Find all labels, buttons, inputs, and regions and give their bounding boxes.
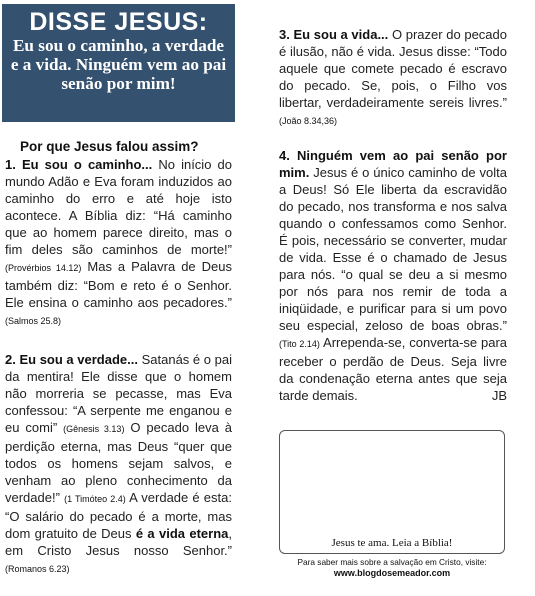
- section-3-text: O prazer do pecado é ilusão, não é vida. Jesus disse: “Todo aquele que comete pecado é escravo do pecado. Se, pois, o Filho vos libertar, verdadeiramente sereis livres.”: [279, 27, 507, 110]
- banner-title: DISSE JESUS:: [29, 8, 208, 36]
- section-1-text-b: Mas a Palavra de Deus também diz: “Bom e reto é o Senhor. Ele ensina o caminho aos pecadores.”: [5, 259, 232, 310]
- section-2-text-c: A verdade é esta: “O salário do pecado é a morte, mas dom gratuito de Deus: [5, 490, 232, 541]
- section-question: Por que Jesus falou assim?: [20, 139, 199, 154]
- card-message: Jesus te ama. Leia a Bíblia!: [331, 537, 453, 549]
- footer-url-link[interactable]: www.blogdosemeador.com: [333, 568, 451, 578]
- section-1-heading: 1. Eu sou o caminho...: [5, 157, 153, 172]
- banner-subtitle-line2: e a vida. Ninguém vem ao pai senão por mim!: [10, 55, 227, 93]
- section-2-reference-a: (Gênesis 3.13): [63, 424, 125, 434]
- section-2-heading: 2. Eu sou a verdade...: [5, 352, 138, 367]
- section-2-text-a: Satanás é o pai da mentira! Ele disse que o homem não morreria se pecasse, mas Eva confessou: “A serpente me enganou e eu comi”: [5, 352, 232, 435]
- section-3-reference: (João 8.34,36): [279, 116, 338, 126]
- section-4-reference: (Tito 2.14): [279, 339, 320, 349]
- section-2-reference-b: (1 Timóteo 2.4): [64, 494, 126, 504]
- section-1-text-a: No início do mundo Adão e Eva foram induzidos ao caminho do erro e até hoje isto acontece. A Bíblia diz: “Há caminho que ao homem parece direito, mas o fim deles são caminhos de morte!”: [5, 157, 232, 257]
- section-2-paragraph: [5, 351, 232, 578]
- title-banner: [2, 4, 235, 122]
- section-1-reference-b: (Salmos 25.8): [5, 316, 62, 326]
- section-2-text-d: , em Cristo Jesus nosso Senhor.”: [5, 526, 232, 558]
- footer: [279, 557, 505, 579]
- banner-subtitle-line1: Eu sou o caminho, a verdade: [12, 36, 225, 55]
- blank-card: [279, 430, 505, 554]
- section-4-text-a: Jesus é o único caminho de volta a Deus! Só Ele liberta da escravidão do pecado, nos transforma e nos salva quando o confessamos como Senhor. É pois, necessário se converter, mudar de vida. Esse é o chamado de Jesus para nós. “o qual se deu a si mesmo por nós para nos remir de toda a iniqüidade, e purificar para si um povo seu especial, zeloso de boas obras.”: [279, 165, 507, 333]
- section-2-reference-c: (Romanos 6.23): [5, 564, 70, 574]
- section-4-heading: 4. Ninguém vem ao pai senão por mim.: [279, 148, 507, 180]
- section-4-paragraph: [279, 147, 507, 404]
- signature: JB: [491, 388, 507, 403]
- section-1-paragraph: [5, 156, 232, 330]
- section-3-heading: 3. Eu sou a vida...: [279, 27, 389, 42]
- section-1-reference-a: (Provérbios 14.12): [5, 263, 82, 273]
- footer-line: Para saber mais sobre a salvação em Cristo, visite:: [297, 557, 487, 567]
- section-2-text-b: O pecado leva à perdição eterna, mas Deus “quer que todos os homens sejam salvos, e venham ao pleno conhecimento da verdade!”: [5, 420, 232, 505]
- section-2-emphasis: é a vida eterna: [135, 526, 229, 541]
- section-4-text-b: Arrependa-se, converta-se para receber o perdão de Deus. Seja livre da condenação eterna antes que seja tarde demais.: [279, 335, 507, 403]
- section-3-paragraph: [279, 26, 507, 130]
